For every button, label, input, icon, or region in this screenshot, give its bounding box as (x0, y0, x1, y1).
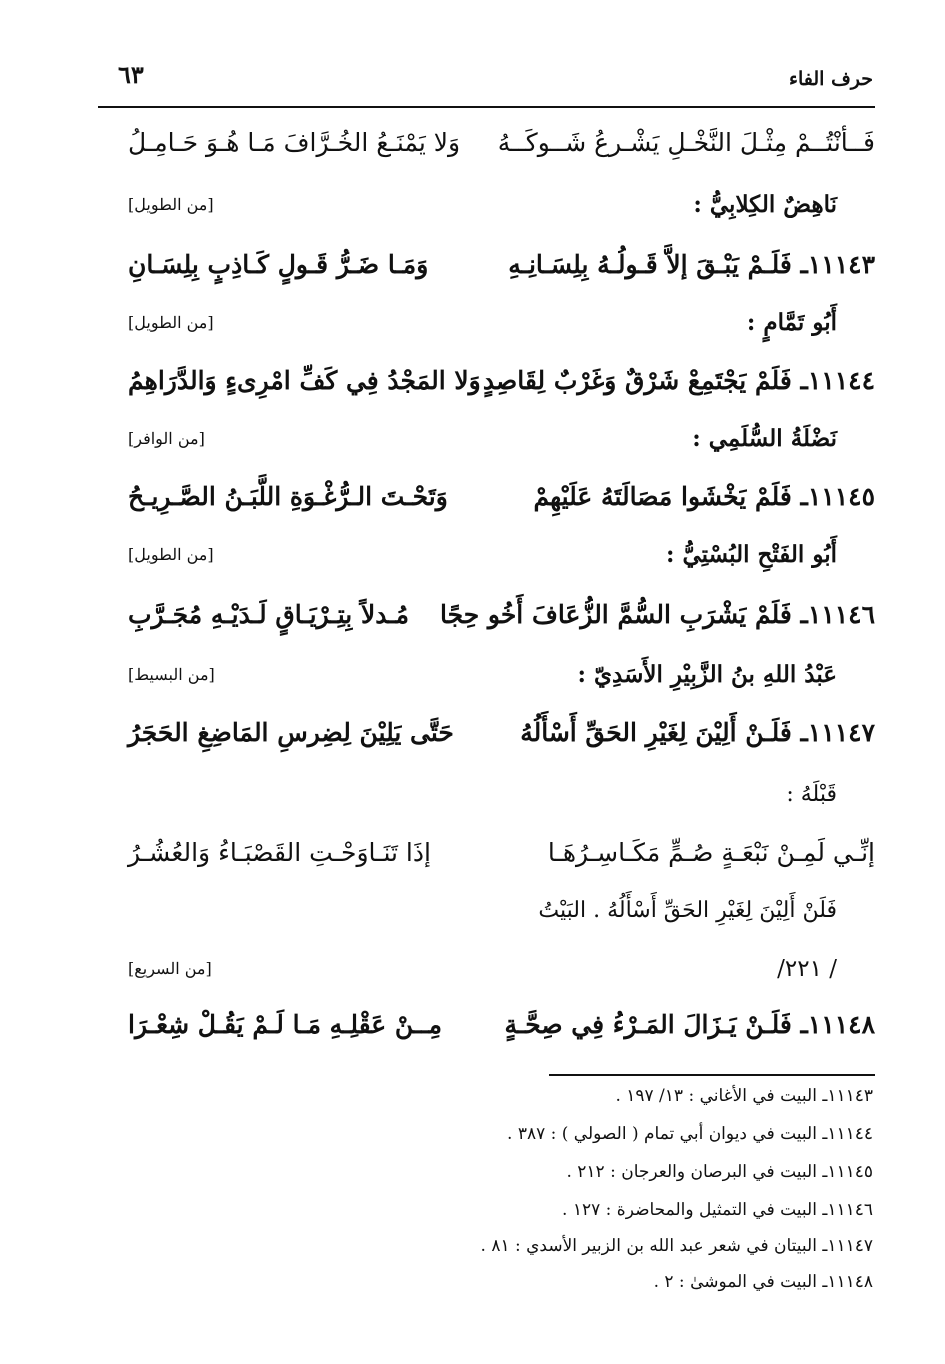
poet-name: أَبُو الفَتْحِ البُسْتِيُّ : (666, 541, 837, 568)
meter-label: [من الوافر] (128, 429, 205, 448)
footnote: ١١١٤٥ـ البيت في البرصان والعرجان : ٢١٢ . (566, 1162, 873, 1182)
verse-first-hemistich: ١١١٤٧ـ فَلَـنْ أَلِيْنَ لِغَيْرِ الحَقِّ أَسْأَلُهُ (520, 718, 875, 747)
meter-label: [من الطويل] (128, 545, 214, 564)
verse-line (0, 828, 945, 884)
verse-line (0, 590, 945, 646)
text-line (0, 886, 945, 942)
poet-name: نَضْلَةُ السُّلَمِي : (692, 425, 837, 452)
verse-second-hemistich: وَمَـا ضَـرُّ قَـولٍ كَـاذِبٍ بِلِسَـانِ (128, 250, 429, 279)
footnote: ١١١٤٧ـ البيتان في شعر عبد الله بن الزبير الأسدي : ٨١ . (480, 1236, 873, 1256)
verse-first-hemistich: ١١١٤٣ـ فَلَـمْ يَبْـقَ إلاَّ قَـولُـهُ بِلِسَـانِـهِ (508, 250, 875, 279)
footnote: ١١١٤٤ـ البيت في ديوان أبي تمام ( الصولي ) : ٣٨٧ . (507, 1124, 873, 1144)
footnote-rule (549, 1074, 875, 1076)
poet-line (0, 414, 945, 470)
meter-label: [من السريع] (128, 959, 212, 978)
verse-line (0, 118, 945, 174)
poet-line (0, 298, 945, 354)
verse-line (0, 240, 945, 296)
verse-second-hemistich: حَتَّى يَلِيْنَ لِضِرسِ المَاضِغِ الحَجَرُ (128, 718, 454, 747)
verse-first-hemistich: إنِّـي لَمِـنْ نَبْعَـةٍ صُـمٍّ مَكَـاسِـرُهَـا (547, 838, 875, 867)
verse-second-hemistich: وَلا المَجْدُ فِي كَفِّ امْرِىءٍ وَالدَّرَاهِمُ (128, 366, 481, 395)
verse-second-hemistich: إذَا تَنَـاوَحْـتِ القَصْبَـاءُ وَالعُشُـرُ (128, 838, 431, 867)
meter-label: [من الطويل] (128, 195, 214, 214)
footnote: ١١١٤٦ـ البيت في التمثيل والمحاضرة : ١٢٧ . (562, 1200, 873, 1220)
verse-second-hemistich: وَتَحْـتَ الـرُّغْـوَةِ اللَّبَـنُ الصَّـرِيـحُ (128, 482, 448, 511)
header-rule (98, 106, 875, 108)
note-text: فَلَنْ أَلِيْنَ لِغَيْرِ الحَقِّ أَسْأَلُهُ . البَيْتُ (538, 898, 837, 923)
verse-second-hemistich: وَلا يَمْنَـعُ الخُـرَّافَ مَـا هُـوَ حَـامِـلُ (128, 128, 461, 157)
poet-name: نَاهِضٌ الكِلابِيُّ : (693, 191, 837, 218)
verse-first-hemistich: فَــأنْتُــمْ مِثْـلَ النَّخْـلِ يَشْـرعُ شَــوكَــهُ (497, 128, 875, 157)
chapter-title: حرف الفاء (789, 68, 873, 90)
poet-line (0, 180, 945, 236)
poet-line (0, 530, 945, 586)
verse-first-hemistich: ١١١٤٤ـ فَلَمْ يَجْتَمِعْ شَرْقٌ وَغَرْبٌ لِقَاصِدٍ (482, 366, 875, 395)
verse-line (0, 1000, 945, 1056)
poet-line (0, 650, 945, 706)
poet-name: أَبُو تَمَّامٍ : (746, 309, 837, 336)
poet-line (0, 944, 945, 1000)
verse-second-hemistich: مِــنْ عَقْلِـهِ مَـا لَـمْ يَقُـلْ شِعْـرَا (128, 1010, 443, 1039)
text-line (0, 770, 945, 826)
footnote: ١١١٤٣ـ البيت في الأغاني : ١٣/ ١٩٧ . (615, 1086, 873, 1106)
poet-name: عَبْدُ اللهِ بنُ الزَّبِيْرِ الأَسَدِيّ : (577, 661, 837, 688)
verse-line (0, 708, 945, 764)
verse-second-hemistich: مُـدلاً بِتِـرْيَـاقٍ لَـدَيْـهِ مُجَـرَّبِ (128, 600, 410, 629)
poet-name: / ٢٢١/ (777, 956, 837, 982)
verse-line (0, 356, 945, 412)
verse-line (0, 472, 945, 528)
note-text: قَبْلَهُ : (786, 782, 837, 807)
verse-first-hemistich: ١١١٤٥ـ فَلَمْ يَخْشَوا مَصَالَتَهُ عَلَيْهِمْ (533, 482, 875, 511)
footnote: ١١١٤٨ـ البيت في الموشىٰ : ٢ . (653, 1272, 873, 1292)
meter-label: [من البسيط] (128, 665, 215, 684)
meter-label: [من الطويل] (128, 313, 214, 332)
verse-first-hemistich: ١١١٤٦ـ فَلَمْ يَشْرَبِ السُّمَّ الزُّعَافَ أَخُو حِجًا (440, 600, 875, 629)
page-number: ٦٣ (118, 60, 144, 89)
verse-first-hemistich: ١١١٤٨ـ فَلَـنْ يَـزَالَ المَـرْءُ فِي صِحَّـةٍ (504, 1010, 875, 1039)
